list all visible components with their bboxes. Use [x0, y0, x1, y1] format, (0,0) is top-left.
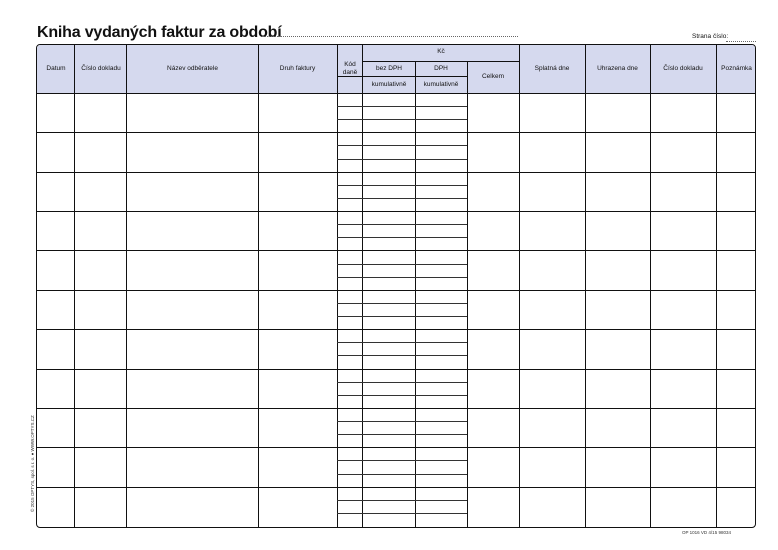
title-dotted-line	[262, 36, 518, 37]
subrow-divider	[337, 224, 467, 225]
subrow-divider	[337, 421, 467, 422]
col-splatna-dne: Splatná dne	[534, 65, 570, 72]
subrow-divider	[337, 395, 467, 396]
subrow-divider	[337, 382, 467, 383]
col-kumulativne-1: kumulativně	[371, 81, 407, 88]
page-number-label: Strana číslo:	[692, 33, 729, 40]
subrow-divider	[337, 237, 467, 238]
subheader-divider	[337, 76, 467, 77]
col-datum: Datum	[46, 65, 66, 72]
col-divider	[337, 45, 338, 527]
col-divider	[415, 61, 416, 527]
subrow-divider	[337, 106, 467, 107]
table-row-divider	[37, 290, 755, 291]
table-row-divider	[37, 447, 755, 448]
invoice-ledger-table	[36, 44, 756, 528]
col-divider	[467, 61, 468, 527]
col-divider	[716, 45, 717, 527]
subrow-divider	[337, 460, 467, 461]
page-title: Kniha vydaných faktur za období	[37, 24, 282, 41]
subrow-divider	[337, 185, 467, 186]
subrow-divider	[337, 355, 467, 356]
subrow-divider	[337, 159, 467, 160]
col-bez-dph: bez DPH	[375, 65, 402, 72]
table-row-divider	[37, 211, 755, 212]
subrow-divider	[337, 434, 467, 435]
col-divider	[362, 45, 363, 527]
table-row-divider	[37, 369, 755, 370]
table-row-divider	[37, 172, 755, 173]
subrow-divider	[337, 474, 467, 475]
kc-divider	[363, 61, 519, 62]
subrow-divider	[337, 264, 467, 265]
subrow-divider	[337, 500, 467, 501]
col-dph: DPH	[434, 65, 448, 72]
col-divider	[74, 45, 75, 527]
col-uhrazena-dne: Uhrazena dne	[597, 65, 638, 72]
col-nazev-odberatele: Název odběratele	[167, 65, 218, 72]
page-number-field[interactable]	[726, 41, 756, 42]
col-celkem: Celkem	[481, 73, 505, 80]
col-divider	[650, 45, 651, 527]
subrow-divider	[337, 198, 467, 199]
table-row-divider	[37, 132, 755, 133]
col-poznamka: Poznámka	[721, 65, 752, 72]
col-divider	[585, 45, 586, 527]
table-row-divider	[37, 487, 755, 488]
table-row-divider	[37, 408, 755, 409]
col-druh-faktury: Druh faktury	[279, 65, 316, 72]
col-divider	[258, 45, 259, 527]
subrow-divider	[337, 145, 467, 146]
table-row-divider	[37, 250, 755, 251]
subrow-divider	[337, 303, 467, 304]
subrow-divider	[337, 119, 467, 120]
subrow-divider	[337, 316, 467, 317]
table-row-divider	[37, 329, 755, 330]
col-divider	[519, 45, 520, 527]
subrow-divider	[337, 342, 467, 343]
col-kumulativne-2: kumulativně	[423, 81, 459, 88]
col-cislo-dokladu: Číslo dokladu	[81, 65, 121, 72]
col-cislo-dokladu-2: Číslo dokladu	[663, 65, 703, 72]
col-divider	[126, 45, 127, 527]
subrow-divider	[337, 277, 467, 278]
col-kc: Kč	[437, 48, 445, 55]
form-code: OP 1016 VD 4/15 98034	[682, 530, 731, 535]
subrow-divider	[337, 513, 467, 514]
col-kod-dane: Kód daně	[342, 61, 358, 76]
copyright-text: © 2015 OPTYS, spol. s r. o. ● WWW.OPTYS.CZ	[30, 415, 35, 512]
